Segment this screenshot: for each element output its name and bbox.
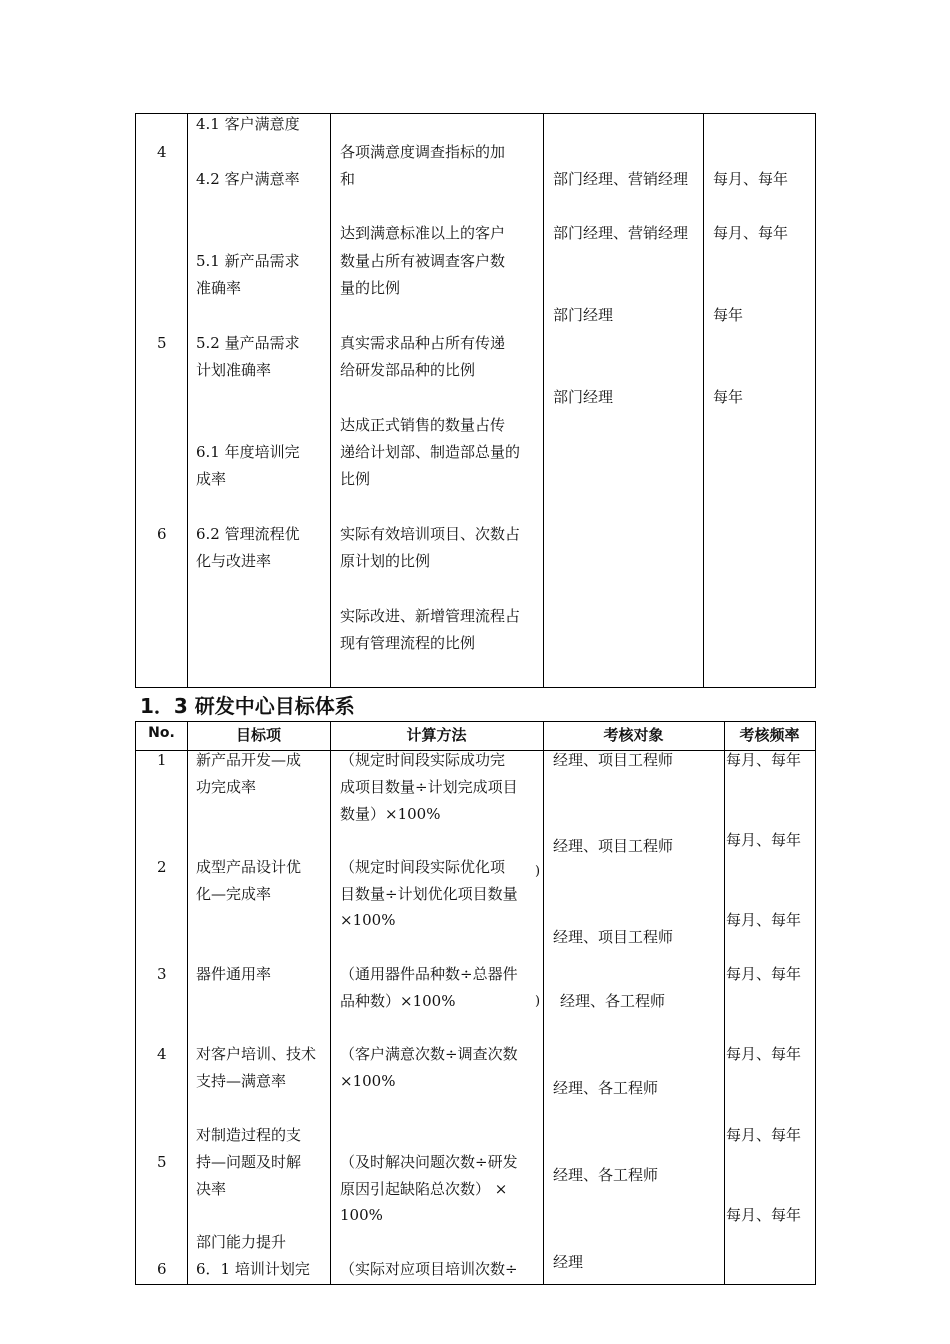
target-item: 4.2 客户满意率 <box>196 170 300 188</box>
assessed-party: 经理、各工程师 <box>553 1079 659 1097</box>
method-line: 量的比例 <box>340 279 401 297</box>
target-item: 新产品开发—成 <box>196 751 302 769</box>
method-line: （及时解决问题次数÷研发 <box>340 1153 518 1171</box>
target-item: 成率 <box>196 470 227 488</box>
method-line: 达成正式销售的数量占传 <box>340 416 506 434</box>
assessed-party: 经理 <box>553 1253 584 1271</box>
row-no: 6 <box>157 525 167 543</box>
target-item: 持—问题及时解 <box>196 1153 302 1171</box>
target-item: 对客户培训、技术 <box>196 1045 317 1063</box>
target-item: 6．1 培训计划完 <box>196 1260 310 1278</box>
header-method: 计算方法 <box>406 726 467 744</box>
assessment-frequency: 每年 <box>713 388 744 406</box>
row-no: 5 <box>157 334 167 352</box>
assessment-frequency: 每月、每年 <box>713 224 789 242</box>
assessment-frequency: 每年 <box>713 306 744 324</box>
method-line: （规定时间段实际优化项 <box>340 858 506 876</box>
method-line: 实际有效培训项目、次数占 <box>340 525 521 543</box>
assessed-party: 经理、项目工程师 <box>553 837 674 855</box>
row-no: 2 <box>157 858 167 876</box>
row-no: 3 <box>157 965 167 983</box>
target-item: 6.1 年度培训完 <box>196 443 300 461</box>
method-line: 目数量÷计划优化项目数量 <box>340 885 518 903</box>
method-line: 递给计划部、制造部总量的 <box>340 443 521 461</box>
target-item: 决率 <box>196 1180 227 1198</box>
header-assessed-party: 考核对象 <box>603 726 664 744</box>
method-line: （客户满意次数÷调查次数 <box>340 1045 518 1063</box>
method-line: （规定时间段实际成功完 <box>340 751 506 769</box>
target-item: 准确率 <box>196 279 242 297</box>
row-no: 5 <box>157 1153 167 1171</box>
assessed-party: 经理、各工程师 <box>560 992 666 1010</box>
row-no: 4 <box>157 1045 167 1063</box>
method-line: 数量）×100% <box>340 805 441 823</box>
assessment-frequency: 每月、每年 <box>726 911 802 929</box>
assessed-party: 部门经理、营销经理 <box>553 224 689 242</box>
assessed-party: 部门经理 <box>553 306 614 324</box>
assessment-frequency: 每月、每年 <box>726 1126 802 1144</box>
assessed-party: 部门经理、营销经理 <box>553 170 689 188</box>
stray-mark: ) <box>535 864 541 879</box>
target-item: 器件通用率 <box>196 965 272 983</box>
method-line: 给研发部品种的比例 <box>340 361 476 379</box>
target-item: 支持—满意率 <box>196 1072 287 1090</box>
section-title: 1．3 研发中心目标体系 <box>140 694 355 718</box>
target-item: 化与改进率 <box>196 552 272 570</box>
method-line: ×100% <box>340 1072 396 1090</box>
target-item: 4.1 客户满意度 <box>196 115 300 133</box>
method-line: ×100% <box>340 911 396 929</box>
target-item: 5.2 量产品需求 <box>196 334 300 352</box>
method-line: 比例 <box>340 470 371 488</box>
assessment-frequency: 每月、每年 <box>726 751 802 769</box>
assessed-party: 部门经理 <box>553 388 614 406</box>
method-line: 实际改进、新增管理流程占 <box>340 607 521 625</box>
method-line: 100% <box>340 1206 383 1224</box>
method-line: 原计划的比例 <box>340 552 431 570</box>
target-item: 化—完成率 <box>196 885 272 903</box>
method-line: 达到满意标准以上的客户 <box>340 224 506 242</box>
assessment-frequency: 每月、每年 <box>726 1206 802 1224</box>
assessment-frequency: 每月、每年 <box>713 170 789 188</box>
method-line: （通用器件品种数÷总器件 <box>340 965 518 983</box>
method-line: 现有管理流程的比例 <box>340 634 476 652</box>
target-item: 计划准确率 <box>196 361 272 379</box>
method-line: 原因引起缺陷总次数） × <box>340 1180 508 1198</box>
target-item: 5.1 新产品需求 <box>196 252 300 270</box>
method-line: 和 <box>340 170 356 188</box>
method-line: 各项满意度调查指标的加 <box>340 143 506 161</box>
row-no: 4 <box>157 143 167 161</box>
target-item: 功完成率 <box>196 778 257 796</box>
row-no: 1 <box>157 751 167 769</box>
stray-mark: ) <box>535 994 541 1009</box>
target-item: 6.2 管理流程优 <box>196 525 300 543</box>
assessed-party: 经理、各工程师 <box>553 1166 659 1184</box>
header-frequency: 考核频率 <box>739 726 800 744</box>
header-no: No. <box>148 725 175 741</box>
assessed-party: 经理、项目工程师 <box>553 928 674 946</box>
row-no: 6 <box>157 1260 167 1278</box>
assessment-frequency: 每月、每年 <box>726 965 802 983</box>
method-line: 数量占所有被调查客户数 <box>340 252 506 270</box>
target-item: 对制造过程的支 <box>196 1126 302 1144</box>
method-line: 品种数）×100% <box>340 992 456 1010</box>
method-line: 真实需求品种占所有传递 <box>340 334 506 352</box>
assessment-frequency: 每月、每年 <box>726 831 802 849</box>
assessed-party: 经理、项目工程师 <box>553 751 674 769</box>
method-line: 成项目数量÷计划完成项目 <box>340 778 518 796</box>
header-target-item: 目标项 <box>235 726 281 744</box>
method-line: （实际对应项目培训次数÷ <box>340 1260 518 1278</box>
assessment-frequency: 每月、每年 <box>726 1045 802 1063</box>
target-item: 部门能力提升 <box>196 1233 287 1251</box>
target-item: 成型产品设计优 <box>196 858 302 876</box>
